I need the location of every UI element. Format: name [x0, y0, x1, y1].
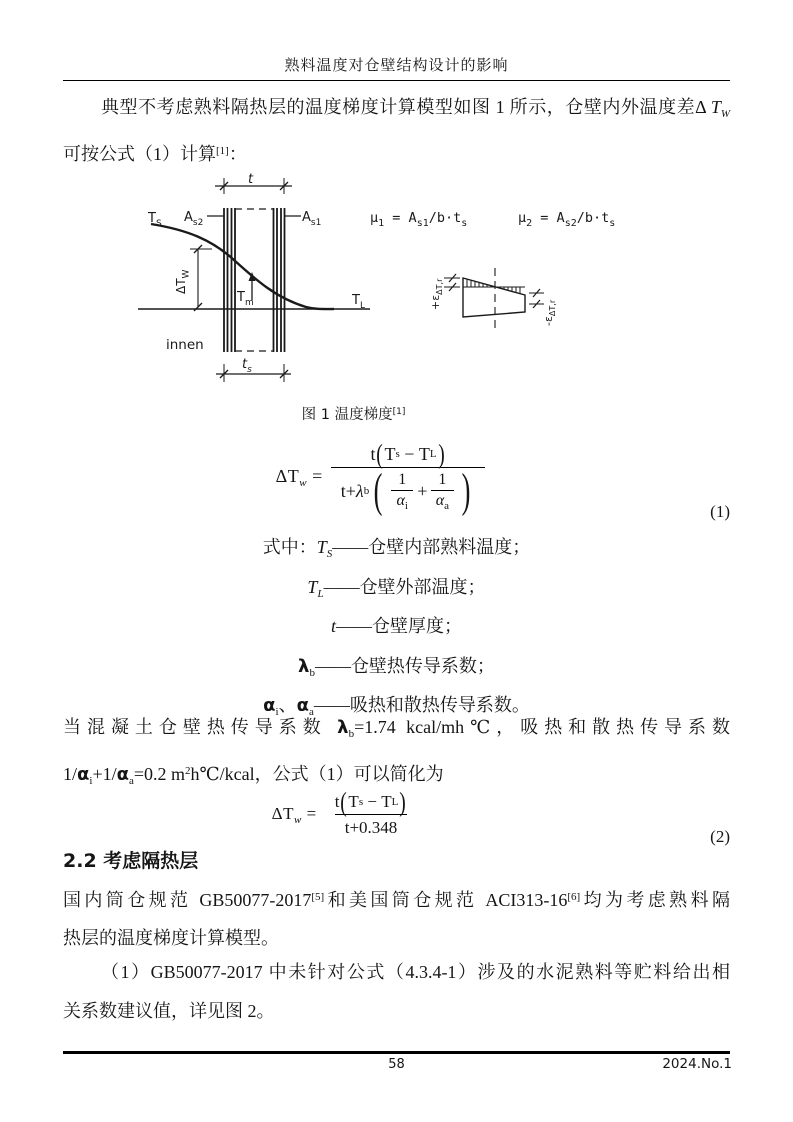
- caption-ref: [1]: [392, 407, 406, 417]
- as2-label: $A_{s2}$: [184, 210, 204, 228]
- issue-label: 2024.No.1: [662, 1056, 732, 1072]
- paragraph-1: [63, 89, 730, 173]
- paragraph-4-line-2: 关系数建议值，详见图 2。: [63, 1001, 275, 1021]
- as1-label: $A_{s1}$: [302, 210, 322, 228]
- definition-lambda: $\lambda_b——$仓壁热传导系数；: [298, 655, 495, 679]
- innen-label: innen: [166, 337, 204, 353]
- paragraph-3: [63, 878, 730, 957]
- strain-distribution-diagram: [444, 268, 544, 328]
- citation-ref-5: [5]: [311, 891, 325, 903]
- epsilon-left-label: $+\varepsilon_{\Delta T,r}$: [429, 278, 444, 310]
- citation-ref-1: [1]: [216, 145, 229, 157]
- paragraph-3-line-1: 国内筒仓规范 GB50077-2017[5]和美国筒仓规范 ACI313-16[6]均为考虑熟料隔: [63, 890, 730, 910]
- epsilon-right-label: $-\varepsilon_{\Delta T,r}$: [542, 299, 557, 326]
- section-heading-2-2: 2.2 考虑隔热层: [63, 850, 199, 872]
- running-header-title: 熟料温度对仓壁结构设计的影响: [284, 58, 509, 74]
- equation-1: $\Delta T_w$ = t ( T s − T L ) t+ λ b ( 1 $\alpha_i$ + $\frac{1}{\alpha_a}$ ) (1): [275, 439, 730, 521]
- equation-2: $\Delta T_w$ = t ( T s − T L ) t+0.348 (2): [271, 787, 730, 846]
- delta-tw-label: $\Delta T_W$: [174, 269, 192, 294]
- eq2-numerator: t ( T s − T L ): [334, 787, 407, 817]
- paragraph-4: [63, 953, 730, 1031]
- mu1-formula: $\mu_1 = A_{s1}/b\cdot t_s$: [370, 210, 468, 229]
- paragraph-2-line-1: 当混凝土仓壁热传导系数 $\lambda_b=1.74$ kcal/mh℃，吸热和散热传导系数: [63, 717, 730, 740]
- figure-1-temperature-gradient-diagram: [138, 170, 648, 402]
- eq1-denominator: t+ λ b ( 1 $\alpha_i$ + $\frac{1}{\alpha_a}$ ): [331, 467, 486, 512]
- tm-label: $T_m$: [237, 290, 254, 308]
- footer-rule: [63, 1051, 730, 1054]
- definition-tl: $T_L——$仓壁外部温度；: [307, 576, 486, 600]
- eq2-denominator: t+0.348: [335, 814, 408, 838]
- dim-ts-label: $t_s$: [242, 357, 252, 375]
- paragraph-4-line-1: （1）GB50077-2017 中未针对公式（4.3.4-1）涉及的水泥熟料等贮料给出相: [101, 962, 730, 982]
- citation-ref-6: [6]: [567, 891, 581, 903]
- definition-t: t——仓壁厚度；: [330, 616, 462, 636]
- paragraph-2-line-2: $1/\alpha_i+1/\alpha_a=0.2$ $m^2h℃$/kcal，公式（1）可以简化为: [63, 764, 444, 787]
- symbol-definitions: [63, 528, 730, 726]
- ts-label: $T_S$: [148, 211, 162, 229]
- dim-t-label: t: [248, 172, 254, 187]
- paragraph-3-line-2: 热层的温度梯度计算模型。: [63, 928, 279, 948]
- figure-1-caption: 图 1 温度梯度[1]: [301, 407, 406, 423]
- paragraph-1-line-2: 可按公式（1）计算[1]：: [63, 144, 247, 164]
- paragraph-1-line-1: 典型不考虑熟料隔热层的温度梯度计算模型如图 1 所示，仓壁内外温度差Δ $T_W$: [101, 97, 730, 120]
- page-number: 58: [388, 1057, 405, 1072]
- definition-ts: 式中：$T_S——$仓壁内部熟料温度；: [262, 537, 531, 560]
- definition-alpha: $\alpha_i$、$\alpha_a——$吸热和散热传导系数。: [263, 695, 530, 718]
- mu2-formula: $\mu_2 = A_{s2}/b\cdot t_s$: [518, 210, 616, 229]
- equation-1-number: (1): [710, 502, 730, 521]
- equation-2-number: (2): [710, 827, 730, 846]
- eq1-numerator: t ( T s − T L ): [370, 439, 445, 469]
- tl-label: $T_L$: [352, 293, 365, 311]
- header-rule: [63, 80, 730, 81]
